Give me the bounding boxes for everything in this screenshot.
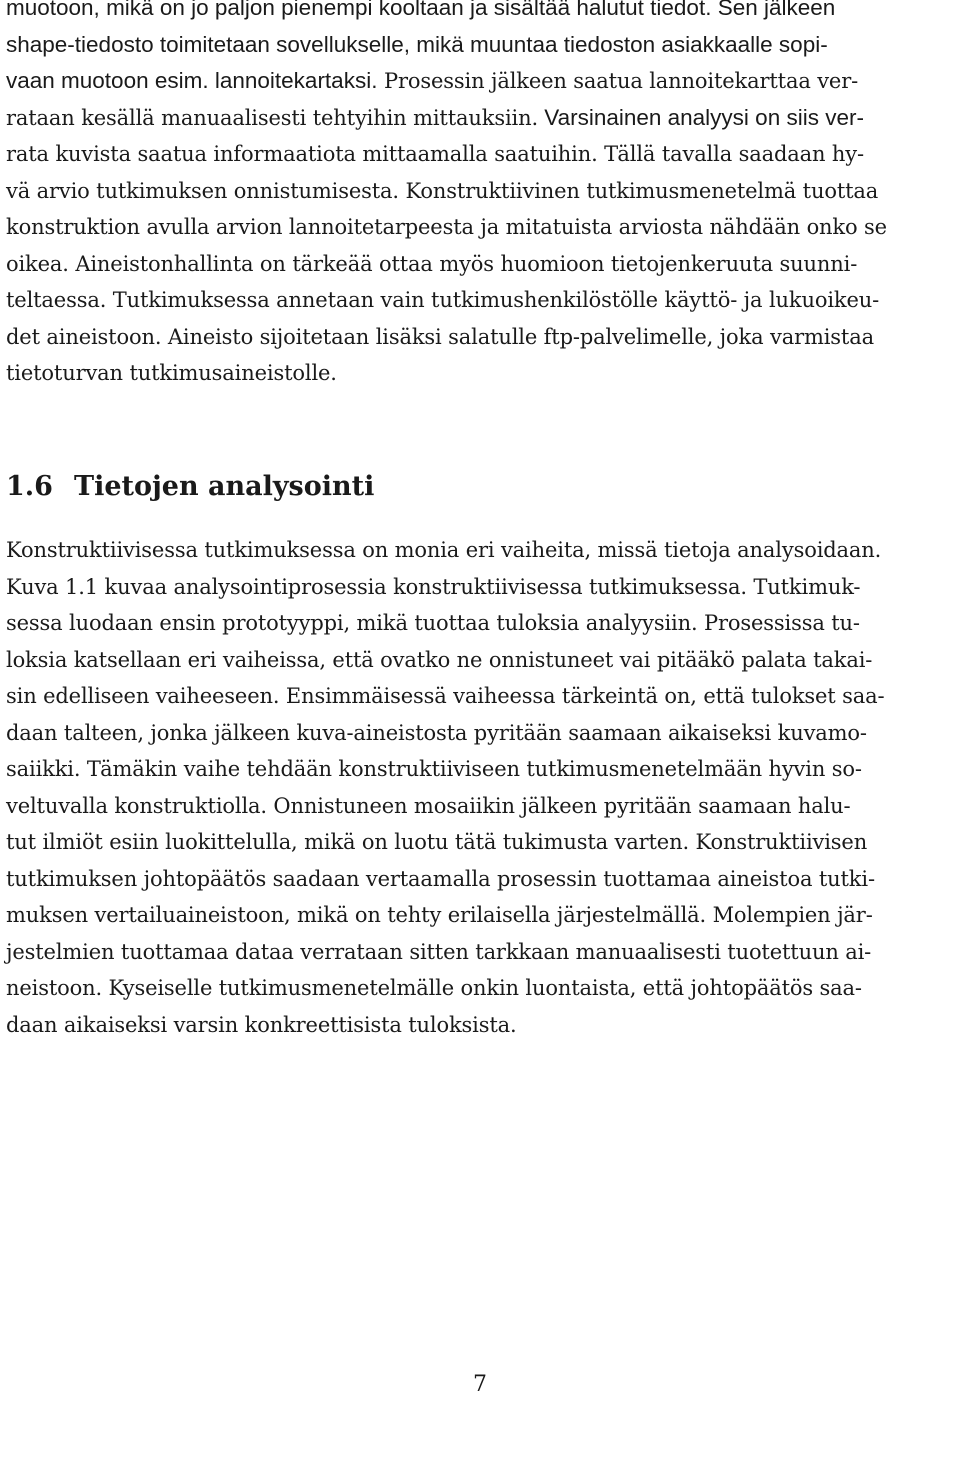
text-line: Konstruktiivisessa tutkimuksessa on monia eri vaiheita, missä tietoja analysoidaan.	[6, 538, 882, 562]
page-number: 7	[473, 1372, 487, 1397]
text-line	[6, 177, 956, 205]
text-line: tut ilmiöt esiin luokittelulla, mikä on luotu tätä tukimusta varten. Konstruktiivisen	[6, 830, 868, 854]
section-number: 1.6	[6, 471, 53, 502]
text-line: daan talteen, jonka jälkeen kuva-aineistosta pyritään saamaan aikaiseksi kuvamo-	[6, 721, 867, 745]
text-run: konstruktion avulla arvion lannoitetarpeesta ja mitatuista arviosta nähdään onko se	[6, 215, 887, 239]
text-line: neistoon. Kyseiselle tutkimusmenetelmälle onkin luontaista, että johtopäätös saa-	[6, 976, 862, 1000]
text-run: vä arvio tutkimuksen onnistumisesta.	[6, 179, 399, 203]
text-run: Prosessin jälkeen saatua lannoitekarttaa ver-	[377, 69, 859, 93]
text-line: daan aikaiseksi varsin konkreettisista tuloksista.	[6, 1013, 517, 1037]
text-line: sessa luodaan ensin prototyyppi, mikä tuottaa tuloksia analyysiin. Prosessissa tu-	[6, 611, 860, 635]
text-line: saiikki. Tämäkin vaihe tehdään konstruktiiviseen tutkimusmenetelmään hyvin so-	[6, 757, 862, 781]
text-line	[6, 213, 956, 241]
text-line: jestelmien tuottamaa dataa verrataan sitten tarkkaan manuaalisesti tuotettuun ai-	[6, 940, 872, 964]
text-line	[6, 323, 956, 351]
text-line: sin edelliseen vaiheeseen. Ensimmäisessä vaiheessa tärkeintä on, että tulokset saa-	[6, 684, 885, 708]
text-line: tutkimuksen johtopäätös saadaan vertaamalla prosessin tuottamaa aineistoa tutki-	[6, 867, 875, 891]
text-line	[6, 286, 956, 314]
text-run: rataan kesällä manuaalisesti tehtyihin mittauksiin.	[6, 106, 538, 130]
text-run: muotoon, mikä on jo paljon pienempi kooltaan ja sisältää halutut tiedot. Sen jälkeen	[6, 0, 836, 20]
text-run: Konstruktiivinen tutkimusmenetelmä tuottaa	[398, 179, 879, 203]
text-run: Tällä tavalla saadaan hy-	[597, 142, 864, 166]
text-line: Kuva 1.1 kuvaa analysointiprosessia konstruktiivisessa tutkimuksessa. Tutkimuk-	[6, 575, 861, 599]
text-line	[6, 0, 956, 22]
text-line	[6, 104, 956, 132]
text-run: Varsinainen analyysi on siis ver-	[537, 105, 864, 130]
text-line	[6, 140, 956, 168]
text-run: det aineistoon. Aineisto sijoitetaan lisäksi salatulle ftp-palvelimelle, joka varmistaa	[6, 325, 874, 349]
text-line: veltuvalla konstruktiolla. Onnistuneen mosaiikin jälkeen pyritään saamaan halu-	[6, 794, 851, 818]
text-line	[6, 31, 956, 59]
section-heading	[6, 469, 374, 505]
text-run: teltaessa. Tutkimuksessa annetaan vain tutkimushenkilöstölle käyttö- ja lukuoikeu-	[6, 288, 880, 312]
text-line	[6, 250, 956, 278]
text-line: loksia katsellaan eri vaiheissa, että ovatko ne onnistuneet vai pitääkö palata takai-	[6, 648, 873, 672]
text-run: vaan muotoon esim. lannoitekartaksi.	[6, 68, 378, 93]
section-title: Tietojen analysointi	[74, 471, 375, 502]
text-line: muksen vertailuaineistoon, mikä on tehty erilaisella järjestelmällä. Molempien jär-	[6, 903, 873, 927]
text-line	[6, 359, 956, 387]
text-run: shape-tiedosto toimitetaan sovellukselle, mikä muuntaa tiedoston asiakkaalle sopi-	[6, 32, 828, 57]
text-run: tietoturvan tutkimusaineistolle.	[6, 361, 337, 385]
text-line	[6, 67, 956, 95]
text-run: rata kuvista saatua informaatiota mittaamalla saatuihin.	[6, 142, 598, 166]
text-run: oikea. Aineistonhallinta on tärkeää ottaa myös huomioon tietojenkeruuta suunni-	[6, 252, 858, 276]
